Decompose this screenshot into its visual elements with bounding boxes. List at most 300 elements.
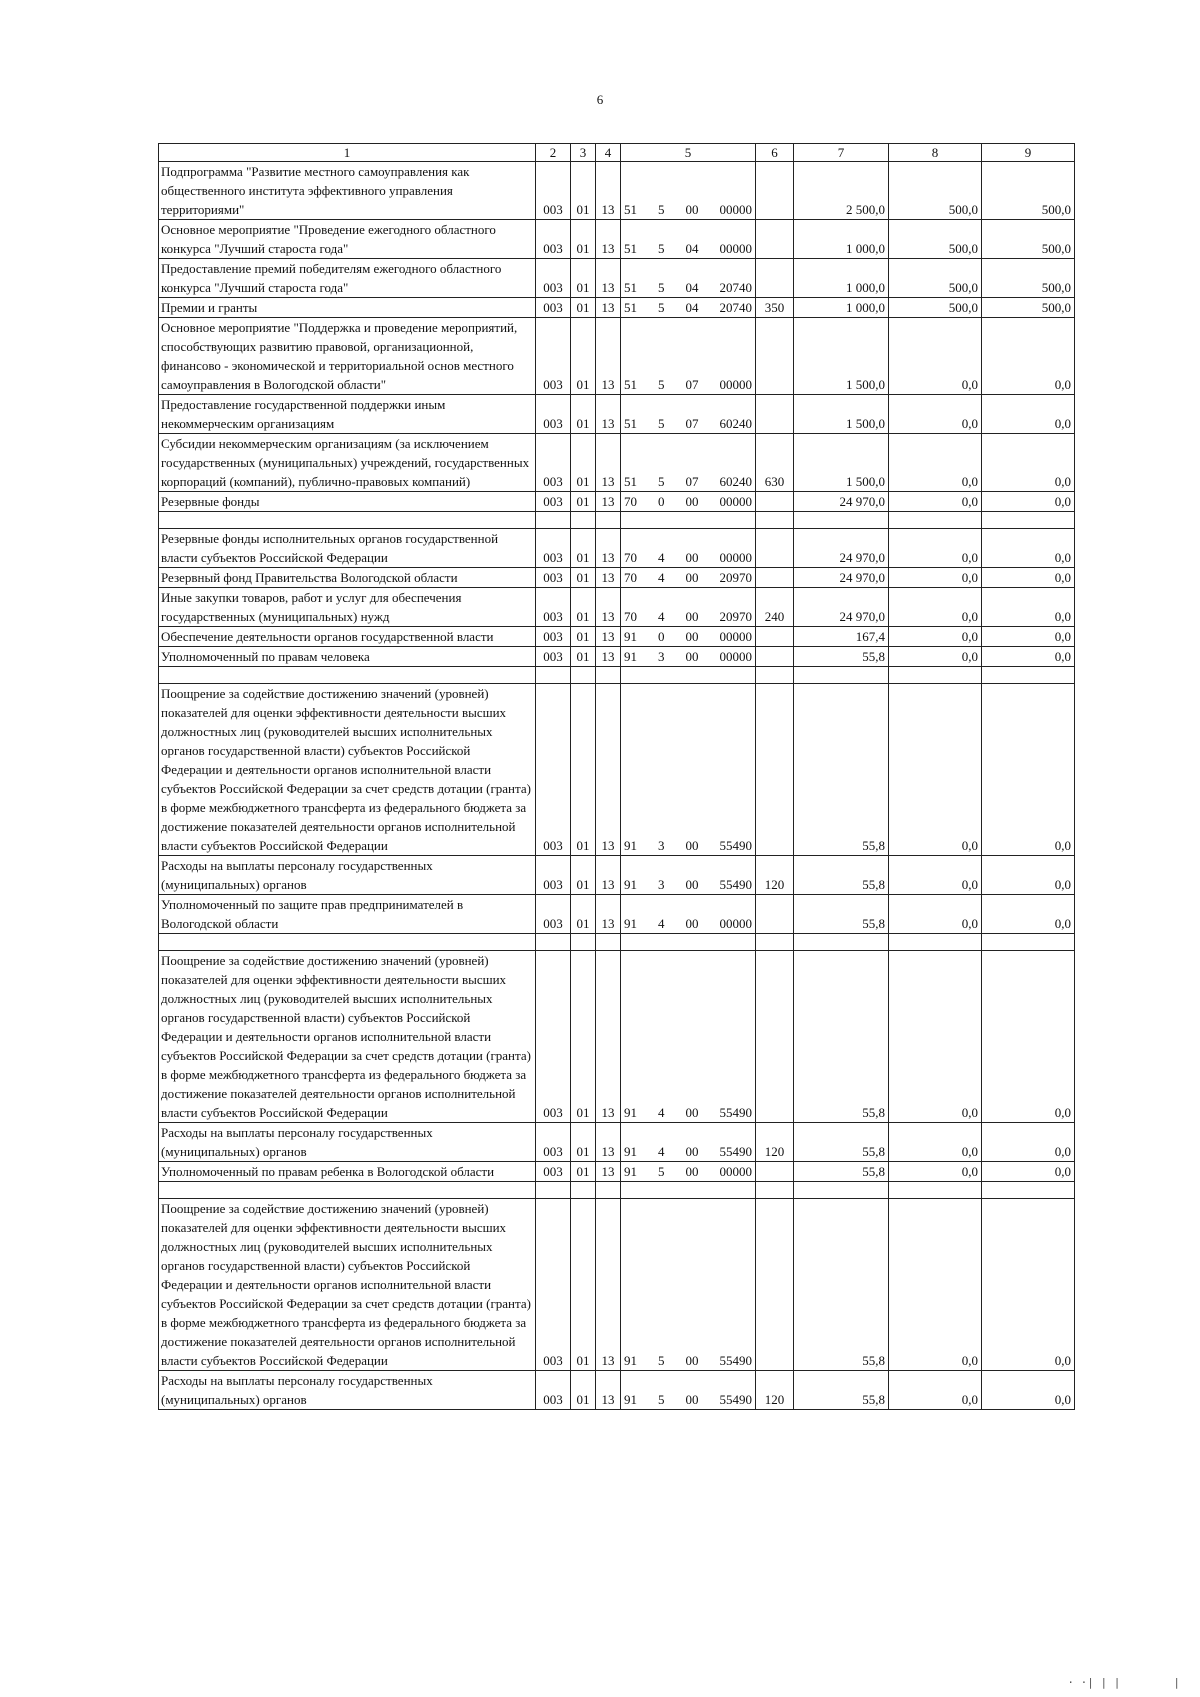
cell-target-article: [621, 529, 756, 568]
cell-target-article: [621, 856, 756, 895]
target-article-part: 3: [658, 838, 665, 853]
target-article-parts: [621, 200, 755, 219]
target-article-part: 91: [624, 649, 637, 664]
target-article-part: 00000: [719, 629, 752, 644]
header-cell: 3: [571, 144, 596, 162]
cell-subsection-code: 13: [596, 395, 621, 434]
target-article-part: 07: [685, 416, 699, 431]
target-article-part: 4: [658, 1105, 665, 1120]
target-article-part: 55490: [719, 1105, 752, 1120]
cell-ministry-code: 003: [536, 647, 571, 667]
cell-amount-2: 0,0: [889, 1123, 982, 1162]
cell-amount-3: 0,0: [982, 318, 1075, 395]
cell-target-article: [621, 951, 756, 1123]
row-description: Расходы на выплаты персоналу государственных (муниципальных) органов: [159, 856, 536, 895]
target-article-part: 4: [658, 570, 665, 585]
cell-subsection-code: 13: [596, 895, 621, 934]
spacer-cell: [621, 512, 756, 529]
spacer-cell: [596, 512, 621, 529]
row-description: Резервные фонды исполнительных органов государственной власти субъектов Российской Федерации: [159, 529, 536, 568]
target-article-part: 4: [658, 916, 665, 931]
spacer-cell: [756, 1182, 794, 1199]
cell-amount-2: 0,0: [889, 856, 982, 895]
table-row: [159, 647, 1075, 667]
spacer-row: [159, 512, 1075, 529]
spacer-cell: [794, 1182, 889, 1199]
cell-ministry-code: 003: [536, 318, 571, 395]
row-description: Премии и гранты: [159, 298, 536, 318]
spacer-cell: [889, 934, 982, 951]
spacer-cell: [536, 667, 571, 684]
cell-expense-type: [756, 1199, 794, 1371]
table-row: [159, 298, 1075, 318]
spacer-cell: [159, 667, 536, 684]
cell-ministry-code: 003: [536, 627, 571, 647]
target-article-part: 5: [658, 1164, 665, 1179]
target-article-part: 5: [658, 300, 665, 315]
spacer-cell: [596, 934, 621, 951]
target-article-parts: [621, 627, 755, 646]
cell-section-code: 01: [571, 298, 596, 318]
table-row: [159, 162, 1075, 220]
target-article-part: 55490: [719, 1144, 752, 1159]
target-article-part: 00: [685, 1144, 699, 1159]
cell-section-code: 01: [571, 220, 596, 259]
target-article-parts: [621, 472, 755, 491]
cell-section-code: 01: [571, 395, 596, 434]
target-article-parts: [621, 568, 755, 587]
target-article-part: 51: [624, 241, 637, 256]
cell-subsection-code: 13: [596, 951, 621, 1123]
target-article-part: 3: [658, 649, 665, 664]
target-article-part: 00: [685, 877, 699, 892]
cell-expense-type: [756, 162, 794, 220]
cell-amount-1: 24 970,0: [794, 588, 889, 627]
target-article-part: 00: [685, 494, 699, 509]
target-article-part: 70: [624, 550, 637, 565]
cell-amount-3: 0,0: [982, 627, 1075, 647]
page-number: 6: [596, 92, 604, 107]
spacer-cell: [159, 512, 536, 529]
cell-amount-3: 0,0: [982, 951, 1075, 1123]
cell-expense-type: [756, 492, 794, 512]
cell-amount-1: 55,8: [794, 856, 889, 895]
cell-section-code: 01: [571, 1199, 596, 1371]
row-description: Резервные фонды: [159, 492, 536, 512]
target-article-part: 5: [658, 1353, 665, 1368]
cell-ministry-code: 003: [536, 895, 571, 934]
cell-target-article: [621, 220, 756, 259]
cell-section-code: 01: [571, 492, 596, 512]
cell-amount-2: 0,0: [889, 951, 982, 1123]
cell-amount-1: 24 970,0: [794, 492, 889, 512]
table-row: [159, 1162, 1075, 1182]
cell-target-article: [621, 298, 756, 318]
target-article-part: 00: [685, 550, 699, 565]
target-article-part: 00: [685, 1164, 699, 1179]
cell-target-article: [621, 318, 756, 395]
row-description: Предоставление премий победителям ежегодного областного конкурса "Лучший староста года": [159, 259, 536, 298]
header-row: [159, 144, 1075, 162]
target-article-part: 00: [685, 570, 699, 585]
cell-subsection-code: 13: [596, 568, 621, 588]
target-article-part: 0: [658, 629, 665, 644]
cell-amount-3: 0,0: [982, 1123, 1075, 1162]
target-article-part: 04: [685, 300, 699, 315]
target-article-part: 00: [685, 1353, 699, 1368]
header-cell: 8: [889, 144, 982, 162]
cell-ministry-code: 003: [536, 1162, 571, 1182]
cell-amount-2: 0,0: [889, 1199, 982, 1371]
table-row: [159, 318, 1075, 395]
table-row: [159, 220, 1075, 259]
target-article-part: 60240: [719, 416, 752, 431]
cell-amount-3: 500,0: [982, 162, 1075, 220]
cell-amount-2: 0,0: [889, 318, 982, 395]
table-row: [159, 627, 1075, 647]
target-article-part: 91: [624, 629, 637, 644]
target-article-parts: [621, 239, 755, 258]
cell-subsection-code: 13: [596, 529, 621, 568]
spacer-cell: [756, 934, 794, 951]
cell-subsection-code: 13: [596, 318, 621, 395]
cell-expense-type: [756, 895, 794, 934]
cell-amount-2: 0,0: [889, 627, 982, 647]
cell-amount-3: 0,0: [982, 529, 1075, 568]
cell-target-article: [621, 259, 756, 298]
cell-amount-3: 0,0: [982, 895, 1075, 934]
cell-subsection-code: 13: [596, 1371, 621, 1410]
cell-expense-type: 120: [756, 1123, 794, 1162]
cell-subsection-code: 13: [596, 162, 621, 220]
cell-expense-type: [756, 259, 794, 298]
cell-amount-2: 0,0: [889, 588, 982, 627]
spacer-cell: [596, 667, 621, 684]
target-article-parts: [621, 278, 755, 297]
cell-amount-3: 500,0: [982, 220, 1075, 259]
target-article-part: 4: [658, 1144, 665, 1159]
table-row: [159, 529, 1075, 568]
cell-amount-2: 500,0: [889, 220, 982, 259]
cell-target-article: [621, 492, 756, 512]
spacer-cell: [571, 934, 596, 951]
target-article-part: 00: [685, 1392, 699, 1407]
target-article-part: 91: [624, 1144, 637, 1159]
cell-target-article: [621, 162, 756, 220]
target-article-part: 00000: [719, 916, 752, 931]
row-description: Основное мероприятие "Поддержка и проведение мероприятий, способствующих развитию правовой, организационной, финансово - экономической и территориальной основ местного самоуправления в Вологодской области": [159, 318, 536, 395]
header-cell: 1: [159, 144, 536, 162]
spacer-cell: [756, 512, 794, 529]
cell-subsection-code: 13: [596, 588, 621, 627]
cell-target-article: [621, 568, 756, 588]
table-row: [159, 1371, 1075, 1410]
cell-subsection-code: 13: [596, 856, 621, 895]
spacer-cell: [982, 667, 1075, 684]
cell-ministry-code: 003: [536, 434, 571, 492]
target-article-part: 00000: [719, 241, 752, 256]
cell-amount-1: 1 500,0: [794, 434, 889, 492]
cell-amount-2: 500,0: [889, 162, 982, 220]
cell-section-code: 01: [571, 1371, 596, 1410]
target-article-part: 00: [685, 916, 699, 931]
row-description: Основное мероприятие "Проведение ежегодного областного конкурса "Лучший староста года": [159, 220, 536, 259]
target-article-part: 51: [624, 202, 637, 217]
cell-ministry-code: 003: [536, 220, 571, 259]
spacer-row: [159, 667, 1075, 684]
cell-section-code: 01: [571, 895, 596, 934]
cell-section-code: 01: [571, 627, 596, 647]
row-description: Расходы на выплаты персоналу государственных (муниципальных) органов: [159, 1371, 536, 1410]
target-article-parts: [621, 607, 755, 626]
header-cell: 2: [536, 144, 571, 162]
target-article-part: 00000: [719, 494, 752, 509]
row-description: Расходы на выплаты персоналу государственных (муниципальных) органов: [159, 1123, 536, 1162]
target-article-part: 5: [658, 241, 665, 256]
cell-amount-2: 0,0: [889, 395, 982, 434]
spacer-cell: [889, 1182, 982, 1199]
cell-ministry-code: 003: [536, 568, 571, 588]
row-description: Иные закупки товаров, работ и услуг для обеспечения государственных (муниципальных) нужд: [159, 588, 536, 627]
scan-marks: · ·| | | |: [1067, 1676, 1180, 1689]
cell-expense-type: 630: [756, 434, 794, 492]
target-article-part: 55490: [719, 838, 752, 853]
cell-target-article: [621, 684, 756, 856]
target-article-part: 04: [685, 241, 699, 256]
cell-section-code: 01: [571, 1123, 596, 1162]
cell-expense-type: 240: [756, 588, 794, 627]
cell-ministry-code: 003: [536, 492, 571, 512]
table-row: [159, 951, 1075, 1123]
cell-ministry-code: 003: [536, 162, 571, 220]
row-description: Обеспечение деятельности органов государственной власти: [159, 627, 536, 647]
target-article-parts: [621, 836, 755, 855]
cell-amount-1: 55,8: [794, 1371, 889, 1410]
spacer-cell: [889, 512, 982, 529]
cell-amount-3: 500,0: [982, 298, 1075, 318]
target-article-part: 5: [658, 416, 665, 431]
target-article-part: 5: [658, 474, 665, 489]
cell-amount-3: 500,0: [982, 259, 1075, 298]
cell-amount-1: 167,4: [794, 627, 889, 647]
cell-amount-1: 1 500,0: [794, 318, 889, 395]
cell-subsection-code: 13: [596, 627, 621, 647]
target-article-part: 51: [624, 474, 637, 489]
target-article-part: 4: [658, 609, 665, 624]
cell-section-code: 01: [571, 434, 596, 492]
cell-target-article: [621, 1371, 756, 1410]
target-article-part: 20740: [719, 280, 752, 295]
cell-section-code: 01: [571, 529, 596, 568]
cell-ministry-code: 003: [536, 298, 571, 318]
target-article-part: 55490: [719, 877, 752, 892]
cell-target-article: [621, 434, 756, 492]
budget-table: [158, 143, 1075, 1410]
header-cell: 4: [596, 144, 621, 162]
table-row: [159, 259, 1075, 298]
spacer-cell: [596, 1182, 621, 1199]
cell-section-code: 01: [571, 318, 596, 395]
target-article-part: 5: [658, 1392, 665, 1407]
cell-subsection-code: 13: [596, 1123, 621, 1162]
target-article-part: 20970: [719, 609, 752, 624]
cell-target-article: [621, 1162, 756, 1182]
cell-section-code: 01: [571, 856, 596, 895]
target-article-part: 0: [658, 494, 665, 509]
cell-section-code: 01: [571, 684, 596, 856]
cell-amount-1: 1 000,0: [794, 298, 889, 318]
spacer-cell: [794, 934, 889, 951]
target-article-parts: [621, 298, 755, 317]
cell-target-article: [621, 895, 756, 934]
target-article-parts: [621, 1103, 755, 1122]
cell-target-article: [621, 588, 756, 627]
cell-amount-1: 55,8: [794, 684, 889, 856]
cell-amount-3: 0,0: [982, 395, 1075, 434]
cell-amount-3: 0,0: [982, 492, 1075, 512]
row-description: Поощрение за содействие достижению значений (уровней) показателей для оценки эффективности деятельности высших должностных лиц (руководителей высших исполнительных органов государственной власти) субъектов Российской Федерации и деятельности органов исполнительной власти субъектов Российской Федерации за счет средств дотации (гранта) в форме межбюджетного трансферта из федерального бюджета за достижение показателей деятельности органов исполнительной власти субъектов Российской Федерации: [159, 951, 536, 1123]
cell-expense-type: [756, 627, 794, 647]
table-row: [159, 395, 1075, 434]
cell-amount-1: 55,8: [794, 1162, 889, 1182]
target-article-part: 07: [685, 377, 699, 392]
cell-section-code: 01: [571, 951, 596, 1123]
spacer-cell: [794, 512, 889, 529]
target-article-part: 04: [685, 280, 699, 295]
target-article-part: 00: [685, 1105, 699, 1120]
cell-ministry-code: 003: [536, 684, 571, 856]
cell-expense-type: [756, 568, 794, 588]
header-cell: 9: [982, 144, 1075, 162]
spacer-cell: [621, 934, 756, 951]
cell-section-code: 01: [571, 568, 596, 588]
cell-subsection-code: 13: [596, 492, 621, 512]
cell-amount-3: 0,0: [982, 684, 1075, 856]
target-article-parts: [621, 1390, 755, 1409]
cell-amount-1: 55,8: [794, 951, 889, 1123]
target-article-part: 20740: [719, 300, 752, 315]
target-article-part: 60240: [719, 474, 752, 489]
cell-amount-3: 0,0: [982, 856, 1075, 895]
cell-amount-2: 0,0: [889, 647, 982, 667]
cell-amount-2: 500,0: [889, 298, 982, 318]
target-article-parts: [621, 1142, 755, 1161]
target-article-part: 00000: [719, 1164, 752, 1179]
cell-subsection-code: 13: [596, 220, 621, 259]
cell-amount-2: 500,0: [889, 259, 982, 298]
cell-amount-3: 0,0: [982, 647, 1075, 667]
spacer-cell: [756, 667, 794, 684]
spacer-cell: [794, 667, 889, 684]
cell-subsection-code: 13: [596, 259, 621, 298]
cell-amount-1: 24 970,0: [794, 529, 889, 568]
cell-amount-3: 0,0: [982, 1199, 1075, 1371]
cell-section-code: 01: [571, 1162, 596, 1182]
target-article-parts: [621, 492, 755, 511]
cell-amount-2: 0,0: [889, 684, 982, 856]
spacer-cell: [621, 1182, 756, 1199]
cell-amount-2: 0,0: [889, 434, 982, 492]
target-article-part: 91: [624, 916, 637, 931]
spacer-cell: [536, 512, 571, 529]
target-article-part: 5: [658, 202, 665, 217]
cell-target-article: [621, 647, 756, 667]
row-description: Подпрограмма "Развитие местного самоуправления как общественного института эффективного управления территориями": [159, 162, 536, 220]
spacer-cell: [536, 934, 571, 951]
target-article-part: 00: [685, 202, 699, 217]
cell-subsection-code: 13: [596, 1199, 621, 1371]
spacer-row: [159, 934, 1075, 951]
cell-expense-type: [756, 318, 794, 395]
target-article-parts: [621, 1162, 755, 1181]
cell-amount-1: 1 000,0: [794, 220, 889, 259]
target-article-part: 70: [624, 570, 637, 585]
target-article-part: 00000: [719, 649, 752, 664]
target-article-part: 51: [624, 300, 637, 315]
cell-amount-2: 0,0: [889, 492, 982, 512]
cell-amount-1: 1 500,0: [794, 395, 889, 434]
cell-target-article: [621, 1123, 756, 1162]
row-description: Уполномоченный по правам человека: [159, 647, 536, 667]
target-article-part: 5: [658, 280, 665, 295]
cell-amount-3: 0,0: [982, 1371, 1075, 1410]
header-cell: 6: [756, 144, 794, 162]
spacer-cell: [159, 934, 536, 951]
spacer-cell: [982, 1182, 1075, 1199]
cell-ministry-code: 003: [536, 529, 571, 568]
target-article-part: 00000: [719, 202, 752, 217]
table-row: [159, 895, 1075, 934]
target-article-part: 3: [658, 877, 665, 892]
table-row: [159, 1123, 1075, 1162]
cell-subsection-code: 13: [596, 647, 621, 667]
cell-expense-type: [756, 395, 794, 434]
table-body: [159, 162, 1075, 1410]
table-row: [159, 492, 1075, 512]
target-article-part: 00: [685, 649, 699, 664]
cell-amount-3: 0,0: [982, 1162, 1075, 1182]
target-article-parts: [621, 1351, 755, 1370]
target-article-part: 51: [624, 280, 637, 295]
cell-target-article: [621, 1199, 756, 1371]
cell-ministry-code: 003: [536, 856, 571, 895]
cell-subsection-code: 13: [596, 684, 621, 856]
target-article-part: 91: [624, 1105, 637, 1120]
target-article-part: 00000: [719, 377, 752, 392]
target-article-part: 91: [624, 1353, 637, 1368]
table-row: [159, 588, 1075, 627]
table-row: [159, 568, 1075, 588]
cell-amount-1: 1 000,0: [794, 259, 889, 298]
target-article-parts: [621, 914, 755, 933]
cell-amount-1: 2 500,0: [794, 162, 889, 220]
row-description: Уполномоченный по защите прав предпринимателей в Вологодской области: [159, 895, 536, 934]
spacer-cell: [571, 1182, 596, 1199]
target-article-part: 00000: [719, 550, 752, 565]
row-description: Поощрение за содействие достижению значений (уровней) показателей для оценки эффективности деятельности высших должностных лиц (руководителей высших исполнительных органов государственной власти) субъектов Российской Федерации и деятельности органов исполнительной власти субъектов Российской Федерации за счет средств дотации (гранта) в форме межбюджетного трансферта из федерального бюджета за достижение показателей деятельности органов исполнительной власти субъектов Российской Федерации: [159, 684, 536, 856]
target-article-part: 4: [658, 550, 665, 565]
cell-expense-type: [756, 951, 794, 1123]
row-description: Резервный фонд Правительства Вологодской области: [159, 568, 536, 588]
cell-ministry-code: 003: [536, 1123, 571, 1162]
cell-amount-1: 55,8: [794, 1123, 889, 1162]
cell-ministry-code: 003: [536, 259, 571, 298]
table-row: [159, 434, 1075, 492]
table-row: [159, 1199, 1075, 1371]
target-article-parts: [621, 875, 755, 894]
cell-amount-1: 55,8: [794, 895, 889, 934]
cell-expense-type: 120: [756, 1371, 794, 1410]
